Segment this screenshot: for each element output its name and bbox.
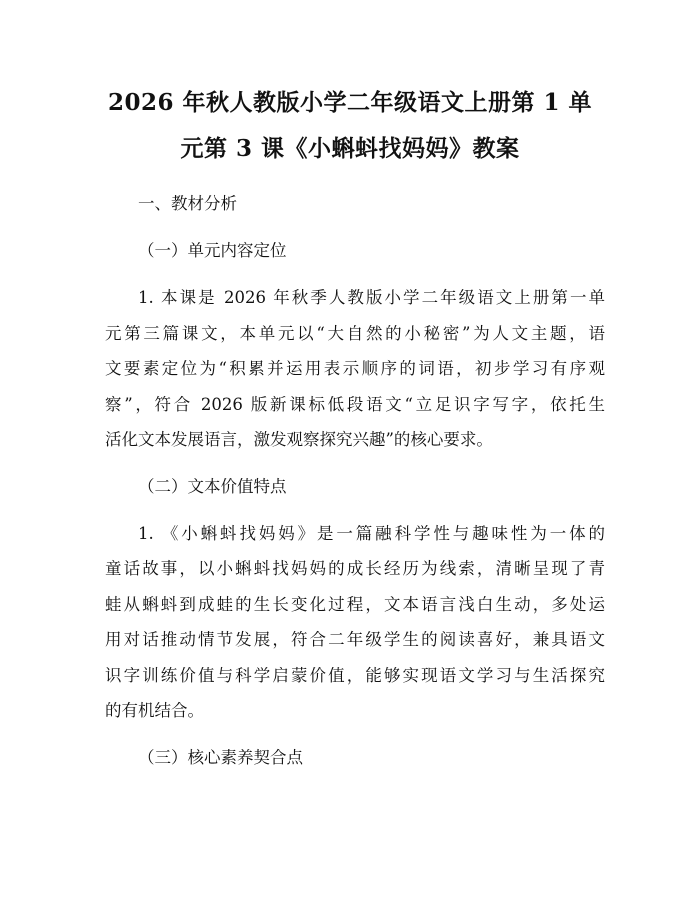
paragraph-2-line-2: 童话故事，以小蝌蚪找妈妈的成长经历为线索，清晰呈现了青 [105, 559, 605, 578]
section-heading-teaching-material-analysis: 一、教材分析 [138, 194, 237, 213]
paragraph-2-line-3: 蛙从蝌蚪到成蛙的生长变化过程，文本语言浅白生动，多处运 [105, 595, 605, 614]
paragraph-2-line-5: 识字训练价值与科学启蒙价值，能够实现语文学习与生活探究 [105, 666, 605, 685]
paragraph-2-line-6: 的有机结合。 [105, 701, 204, 720]
subheading-unit-content-positioning: （一）单元内容定位 [138, 241, 287, 260]
paragraph-2-line-4: 用对话推动情节发展，符合二年级学生的阅读喜好，兼具语文 [105, 630, 605, 649]
document-title-line-2: 元第 3 课《小蝌蚪找妈妈》教案 [180, 135, 520, 162]
subheading-core-literacy-alignment: （三）核心素养契合点 [138, 748, 303, 767]
paragraph-1-line-2: 元第三篇课文，本单元以“大自然的小秘密”为人文主题，语 [105, 324, 605, 343]
subheading-text-value-features: （二）文本价值特点 [138, 477, 287, 496]
paragraph-1-line-4: 察”，符合 2026 版新课标低段语文“立足识字写字，依托生 [105, 395, 605, 414]
paragraph-1-line-3: 文要素定位为“积累并运用表示顺序的词语，初步学习有序观 [105, 359, 605, 378]
paragraph-1-line-5: 活化文本发展语言，激发观察探究兴趣”的核心要求。 [105, 430, 493, 449]
document-title-line-1: 2026 年秋人教版小学二年级语文上册第 1 单 [107, 89, 593, 116]
paragraph-2-line-1: 1. 《小蝌蚪找妈妈》是一篇融科学性与趣味性为一体的 [138, 524, 605, 543]
paragraph-1-line-1: 1. 本课是 2026 年秋季人教版小学二年级语文上册第一单 [138, 288, 605, 307]
